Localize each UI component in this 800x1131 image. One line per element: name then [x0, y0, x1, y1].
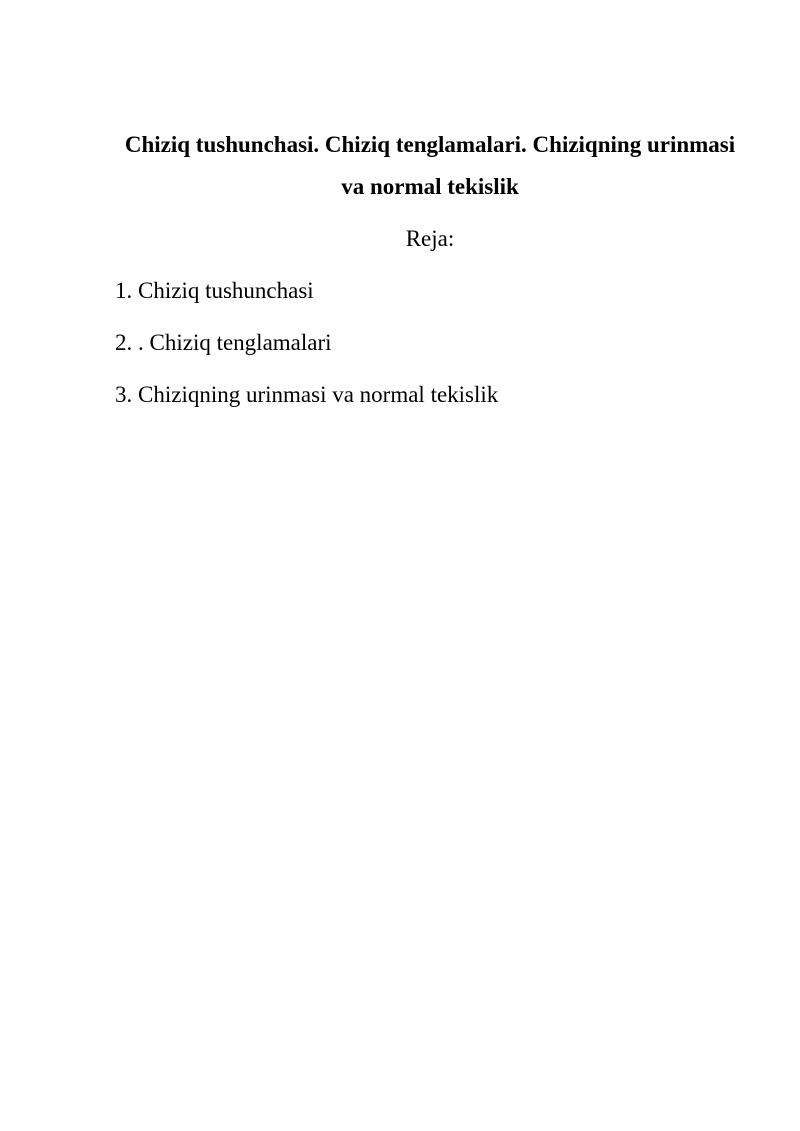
plan-list [115, 274, 498, 430]
plan-item-3: 3. Chiziqning urinmasi va normal tekislik [115, 382, 499, 407]
plan-heading: Reja: [405, 226, 455, 251]
plan-item-1: 1. Chiziq tushunchasi [115, 278, 314, 303]
plan-item-2: 2. . Chiziq tenglamalari [115, 330, 332, 355]
document-title: Chiziq tushunchasi. Chiziq tenglamalari. Chiziqning urinmasi va normal tekislik [124, 132, 736, 199]
